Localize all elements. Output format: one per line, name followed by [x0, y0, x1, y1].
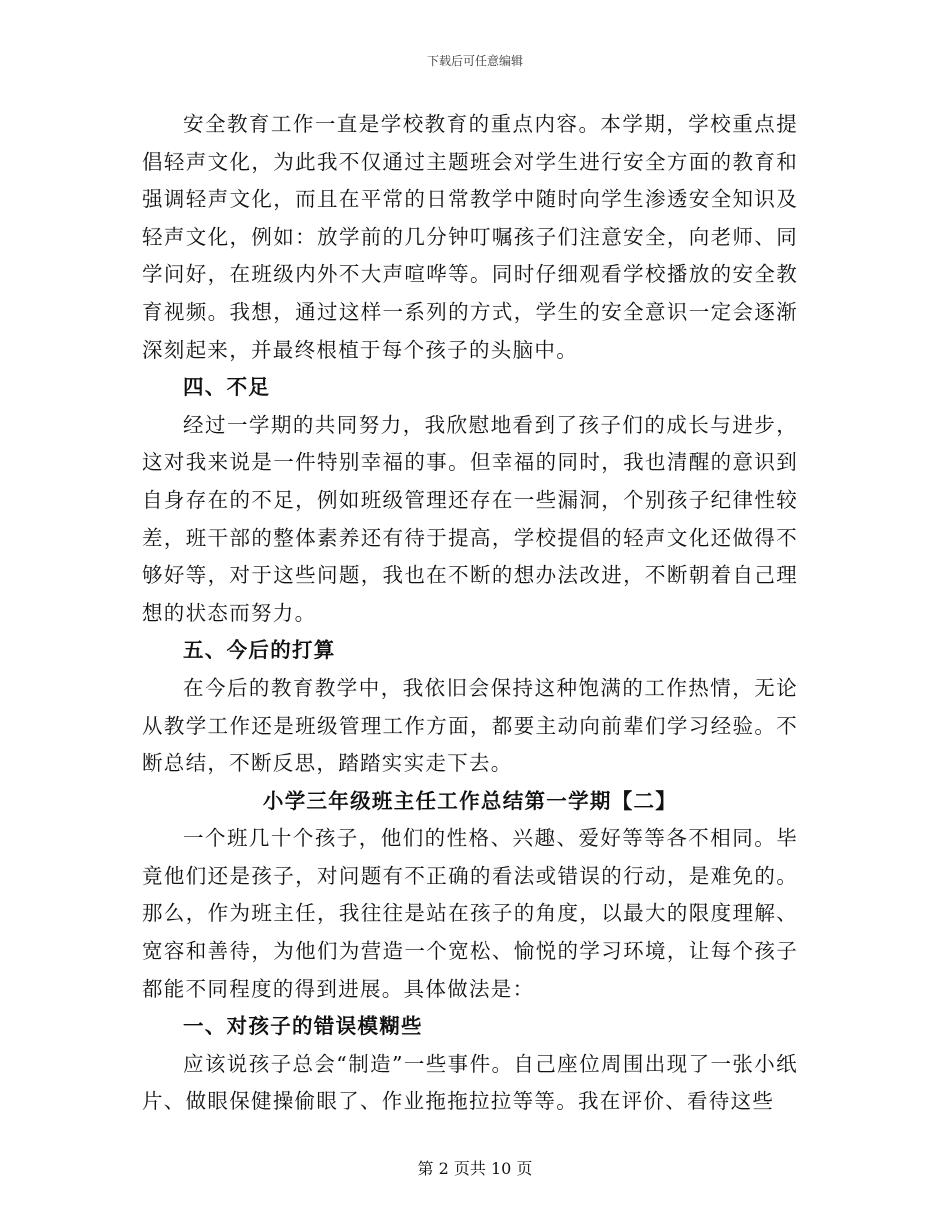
heading-future-plans: 五、今后的打算: [183, 638, 336, 663]
paragraph-introduction: 一个班几十个孩子，他们的性格、兴趣、爱好等等各不相同。毕竟他们还是孩子，对问题有不正确的看法或错误的行动，是难免的。那么，作为班主任，我往往是站在孩子的角度，以最大的限度理解、宽容和善待，为他们为营造一个宽松、愉悦的学习环境，让每个孩子都能不同程度的得到进展。具体做法是：: [142, 826, 798, 1001]
paragraph-future-plans: 在今后的教育教学中，我依旧会保持这种饱满的工作热情，无论从教学工作还是班级管理工作方面，都要主动向前辈们学习经验。不断总结，不断反思，踏踏实实走下去。: [142, 675, 798, 776]
heading-blur-mistakes: 一、对孩子的错误模糊些: [183, 1014, 423, 1039]
page-header: 下载后可任意编辑: [426, 54, 523, 68]
paragraph-blur-mistakes: 应该说孩子总会“制造”一些事件。自己座位周围出现了一张小纸片、做眼保健操偷眼了、作业拖拖拉拉等等。我在评价、看待这些: [142, 1051, 798, 1114]
page-footer: 第 2 页共 10 页: [417, 1159, 533, 1178]
section-title: 小学三年级班主任工作总结第一学期【二】: [262, 788, 678, 813]
document-body: [142, 106, 798, 1121]
paragraph-shortcomings: 经过一学期的共同努力，我欣慰地看到了孩子们的成长与进步，这对我来说是一件特别幸福的事。但幸福的同时，我也清醒的意识到自身存在的不足，例如班级管理还存在一些漏洞，个别孩子纪律性较差，班干部的整体素养还有待于提高，学校提倡的轻声文化还做得不够好等，对于这些问题，我也在不断的想办法改进，不断朝着自己理想的状态而努力。: [142, 412, 798, 625]
paragraph-safety-education: 安全教育工作一直是学校教育的重点内容。本学期，学校重点提倡轻声文化，为此我不仅通过主题班会对学生进行安全方面的教育和强调轻声文化，而且在平常的日常教学中随时向学生渗透安全知识及轻声文化，例如：放学前的几分钟叮嘱孩子们注意安全，向老师、同学问好，在班级内外不大声喧哗等。同时仔细观看学校播放的安全教育视频。我想，通过这样一系列的方式，学生的安全意识一定会逐渐深刻起来，并最终根植于每个孩子的头脑中。: [142, 112, 798, 362]
heading-shortcomings: 四、不足: [183, 375, 271, 400]
